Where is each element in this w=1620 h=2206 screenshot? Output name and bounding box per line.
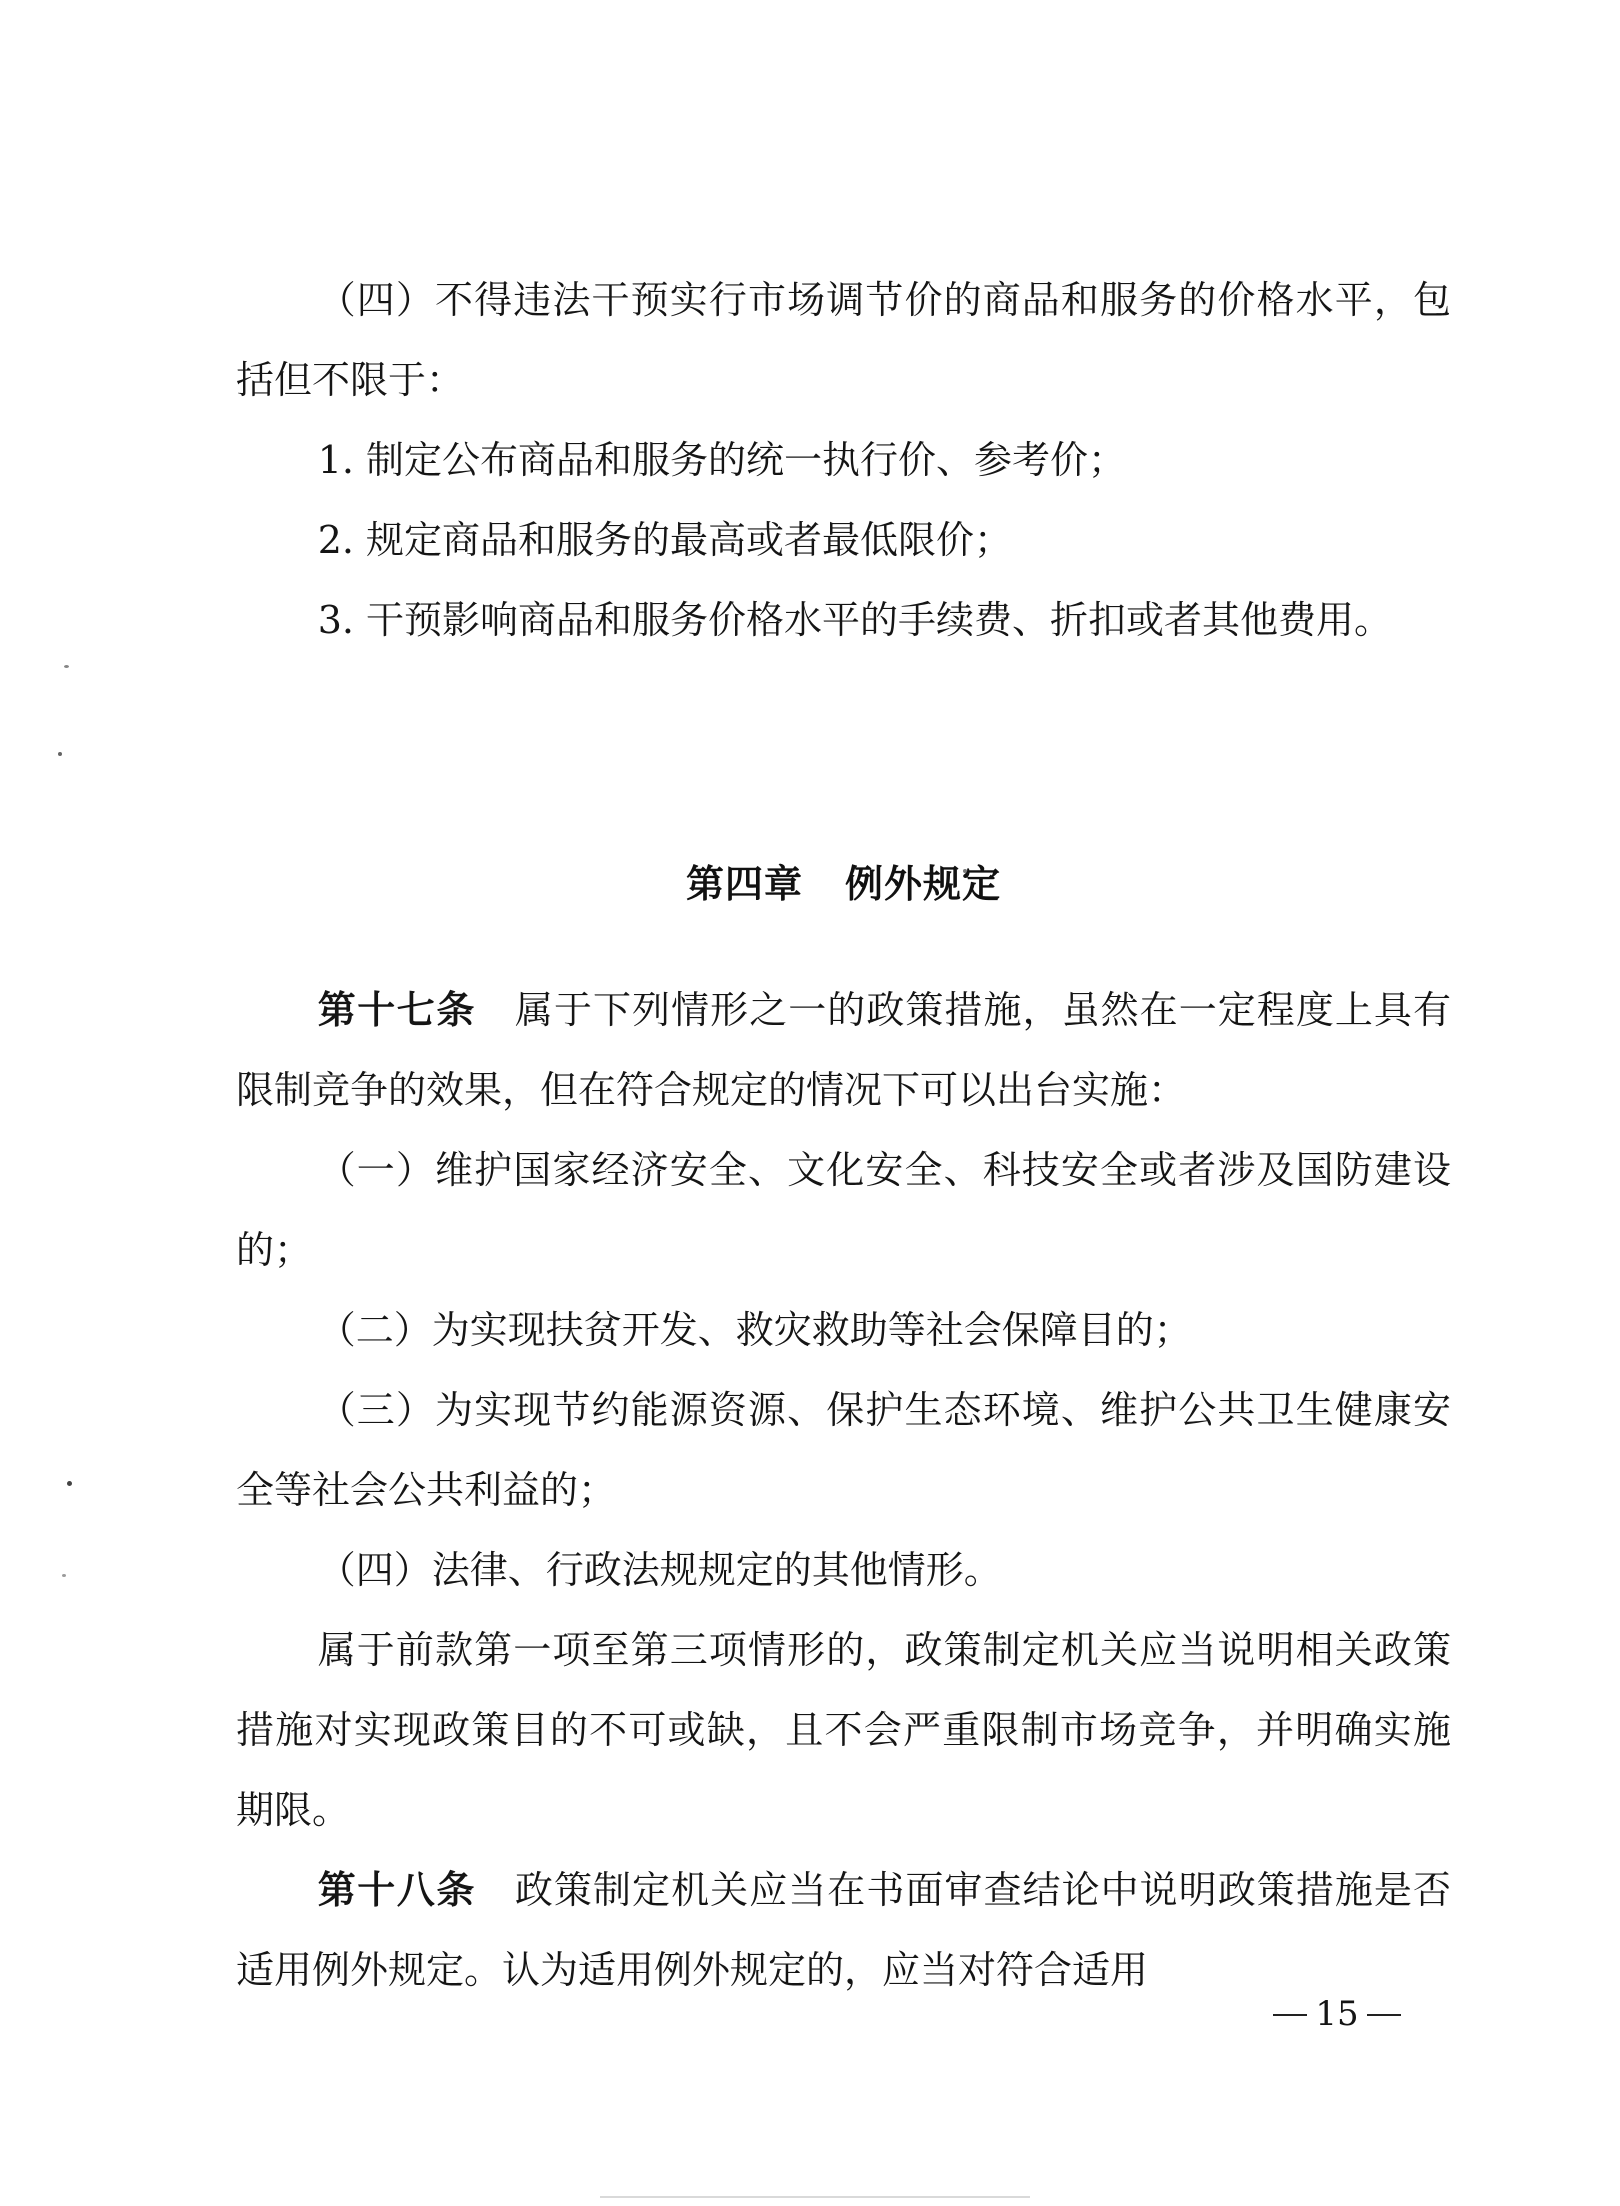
chapter-three-continuation [236,260,1451,660]
page-number [1262,1994,1412,2034]
paragraph-item-four: （四）不得违法干预实行市场调节价的商品和服务的价格水平，包括但不限于： [236,278,1451,402]
chapter-heading [236,844,1451,924]
chapter-name: 例外规定 [845,861,1002,906]
scan-speck [58,752,62,756]
scan-edge-line [600,2196,1030,2198]
article-18-paragraph [236,1850,1451,2010]
article-17-text: 属于下列情形之一的政策措施，虽然在一定程度上具有限制竞争的效果，但在符合规定的情况下可以出台实施： [236,988,1451,1112]
chapter-four-body [236,970,1451,2010]
article-17-item-2: （二）为实现扶贫开发、救灾救助等社会保障目的； [317,1308,1192,1352]
page-number-value: 15 [1315,1994,1359,2034]
scan-speck [64,665,69,668]
article-17-item-3: （三）为实现节约能源资源、保护生态环境、维护公共卫生健康安全等社会公共利益的； [236,1388,1451,1512]
page-number-right-dash [1367,2014,1401,2016]
article-18-text: 政策制定机关应当在书面审查结论中说明政策措施是否适用例外规定。认为适用例外规定的，应当对符合适用 [236,1868,1451,1992]
article-17-paragraph [236,970,1451,1130]
page-number-left-dash [1273,2014,1307,2016]
article-17-item-4: （四）法律、行政法规规定的其他情形。 [317,1548,1002,1592]
article-17-title: 第十七条 [317,988,476,1032]
scan-speck [67,1481,72,1486]
paragraph-item-four-subitem-1: 1. 制定公布商品和服务的统一执行价、参考价； [317,438,1127,482]
paragraph-item-four-subitem-3: 3. 干预影响商品和服务价格水平的手续费、折扣或者其他费用。 [317,598,1393,642]
article-17-note: 属于前款第一项至第三项情形的，政策制定机关应当说明相关政策措施对实现政策目的不可或缺，且不会严重限制市场竞争，并明确实施期限。 [236,1628,1451,1832]
article-17-item-1: （一）维护国家经济安全、文化安全、科技安全或者涉及国防建设的； [236,1148,1451,1272]
scan-speck [62,1574,66,1577]
article-18-title: 第十八条 [317,1868,476,1912]
paragraph-item-four-subitem-2: 2. 规定商品和服务的最高或者最低限价； [317,518,1013,562]
chapter-number: 第四章 [685,861,803,906]
